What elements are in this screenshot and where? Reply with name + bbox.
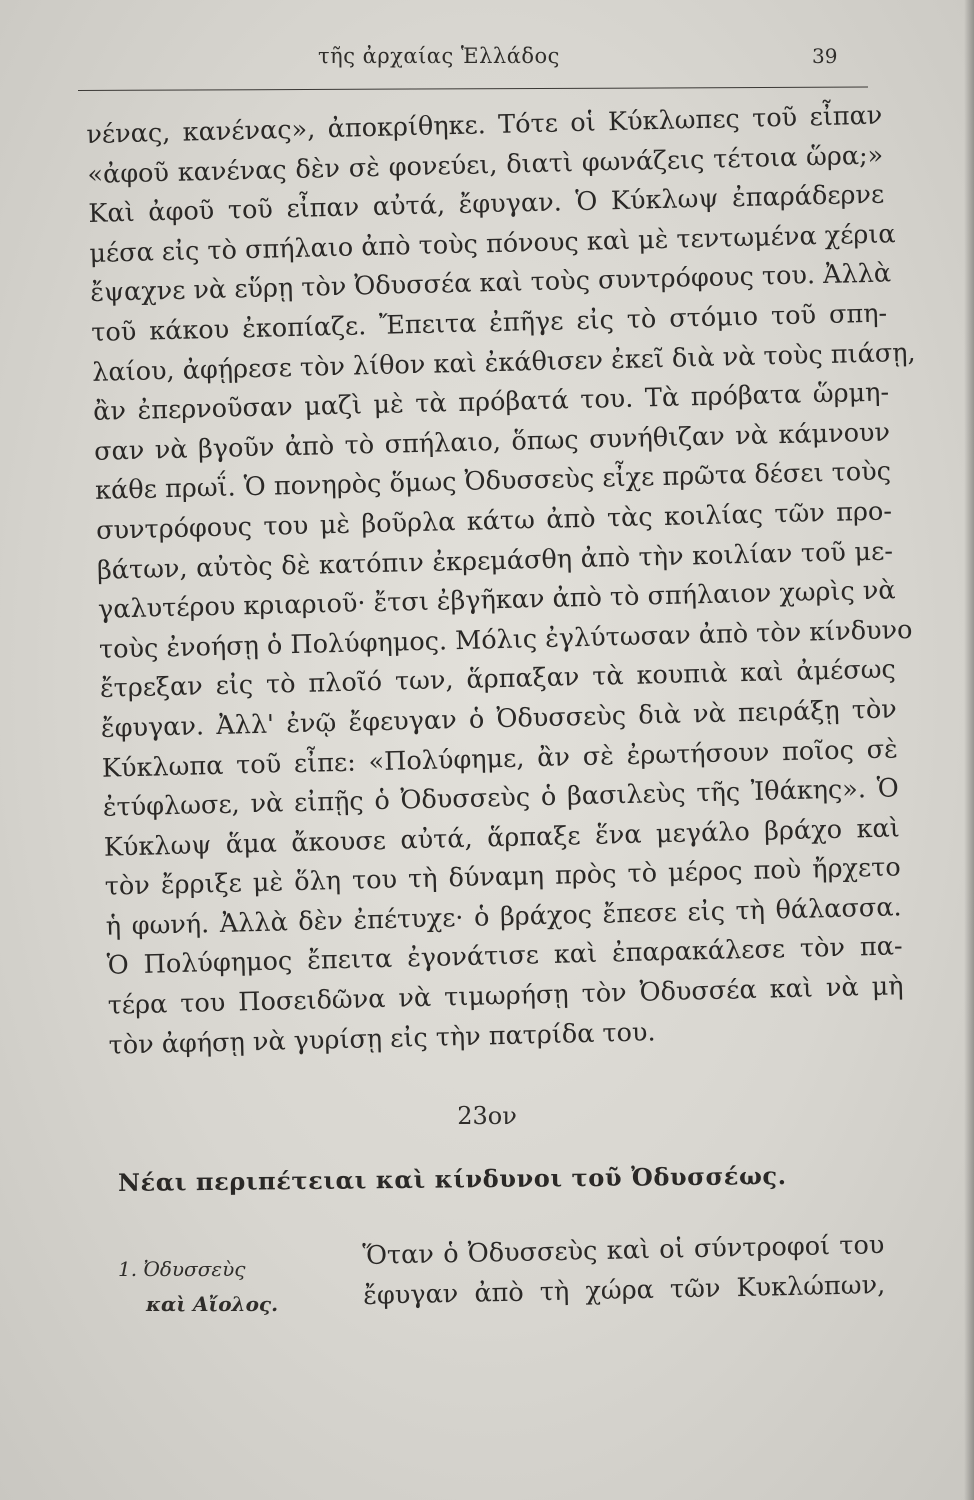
- text-line: ἔτρεξαν εἰς τὸ πλοῖό των, ἅρπαξαν τὰ κουπιὰ καὶ ἀμέσως: [99, 654, 897, 705]
- text-line: σαν νὰ βγοῦν ἀπὸ τὸ σπήλαιο, ὅπως συνήθιζαν νὰ κάμνουν: [93, 417, 891, 467]
- margin-note-line: 1. Ὀδυσσεὺς: [118, 1257, 246, 1281]
- text-line: κάθε πρωΐ. Ὁ πονηρὸς ὅμως Ὀδυσσεὺς εἶχε πρῶτα δέσει τοὺς: [94, 456, 892, 507]
- text-line: ἐτύφλωσε, νὰ εἰπῇς ὁ Ὀδυσσεὺς ὁ βασιλεὺς τῆς Ἰθάκης». Ὁ: [102, 773, 900, 823]
- text-line: ἡ φωνή. Ἀλλὰ δὲν ἐπέτυχε· ὁ βράχος ἔπεσε εἰς τὴ θάλασσα.: [105, 892, 902, 942]
- text-line: τέρα του Ποσειδῶνα νὰ τιμωρήσῃ τὸν Ὀδυσσέα καὶ νὰ μὴ: [107, 971, 904, 1021]
- text-line: τὸν ἔρριξε μὲ ὅλη του τὴ δύναμη πρὸς τὸ μέρος ποὺ ἤρχετο: [104, 852, 901, 903]
- text-line: Ὁ Πολύφημος ἔπειτα ἐγονάτισε καὶ ἐπαρακάλεσε τὸν πα-: [106, 931, 903, 982]
- margin-note: [118, 1252, 308, 1322]
- text-line: ἔφυγαν. Ἀλλ' ἐνῷ ἔφευγαν ὁ Ὀδυσσεὺς διὰ νὰ πειράξῃ τὸν: [100, 694, 898, 744]
- text-line: τοῦ κάκου ἐκοπίαζε. Ἔπειτα ἐπῆγε εἰς τὸ στόμιο τοῦ σπη-: [90, 298, 888, 348]
- text-line: βάτων, αὐτὸς δὲ κατόπιν ἐκρεμάσθη ἀπὸ τὴν κοιλίαν τοῦ με-: [96, 535, 894, 586]
- section-line: Ὅταν ὁ Ὀδυσσεὺς καὶ οἱ σύντροφοί του: [362, 1230, 885, 1271]
- text-line: λαίου, ἀφῄρεσε τὸν λίθον καὶ ἐκάθισεν ἐκεῖ διὰ νὰ τοὺς πιάσῃ,: [91, 337, 916, 388]
- body-text: [86, 97, 916, 1066]
- text-line: «ἀφοῦ κανένας δὲν σὲ φονεύει, διατὶ φωνάζεις τέτοια ὥρα;»: [87, 140, 884, 190]
- section-line: ἔφυγαν ἀπὸ τὴ χώρα τῶν Κυκλώπων,: [362, 1270, 886, 1311]
- running-head: τῆς ἀρχαίας Ἑλλάδος: [318, 44, 560, 68]
- page-number: 39: [812, 44, 838, 68]
- section-text: [362, 1225, 886, 1316]
- text-line: νένας, κανένας», ἀποκρίθηκε. Τότε οἱ Κύκλωπες τοῦ εἶπαν: [86, 100, 883, 150]
- text-line: ἔψαχνε νὰ εὕρῃ τὸν Ὀδυσσέα καὶ τοὺς συντρόφους του. Ἀλλὰ: [89, 258, 892, 309]
- text-line: συντρόφους του μὲ βοῦρλα κάτω ἀπὸ τὰς κοιλίας τῶν προ-: [95, 496, 893, 546]
- page-edge-shadow: [964, 0, 974, 1500]
- margin-note-line: καὶ Αἴολος.: [146, 1292, 279, 1316]
- chapter-number: 23ον: [457, 1102, 517, 1130]
- text-line: γαλυτέρου κριαριοῦ· ἔτσι ἐβγῆκαν ἀπὸ τὸ σπήλαιον χωρὶς νὰ: [97, 575, 896, 625]
- text-line: Κύκλωψ ἅμα ἄκουσε αὐτά, ἅρπαξε ἕνα μεγάλο βράχο καὶ: [103, 813, 901, 863]
- chapter-title: Νέαι περιπέτειαι καὶ κίνδυνοι τοῦ Ὀδυσσέως.: [117, 1160, 787, 1197]
- text-line: Κύκλωπα τοῦ εἶπε: «Πολύφημε, ἂν σὲ ἐρωτήσουν ποῖος σὲ: [101, 733, 899, 784]
- text-line: ἂν ἐπερνοῦσαν μαζὶ μὲ τὰ πρόβατά του. Τὰ πρόβατα ὥρμη-: [92, 377, 890, 428]
- text-line: Καὶ ἀφοῦ τοῦ εἶπαν αὐτά, ἔφυγαν. Ὁ Κύκλωψ ἐπαράδερνε: [88, 179, 885, 230]
- text-line: τοὺς ἐνοήσῃ ὁ Πολύφημος. Μόλις ἐγλύτωσαν ἀπὸ τὸν κίνδυνο: [98, 614, 913, 665]
- text-line: μέσα εἰς τὸ σπήλαιο ἀπὸ τοὺς πόνους καὶ μὲ τεντωμένα χέρια: [88, 219, 896, 269]
- text-line: τὸν ἀφήσῃ νὰ γυρίσῃ εἰς τὴν πατρίδα του.: [108, 1017, 656, 1061]
- header-rule: [78, 87, 868, 91]
